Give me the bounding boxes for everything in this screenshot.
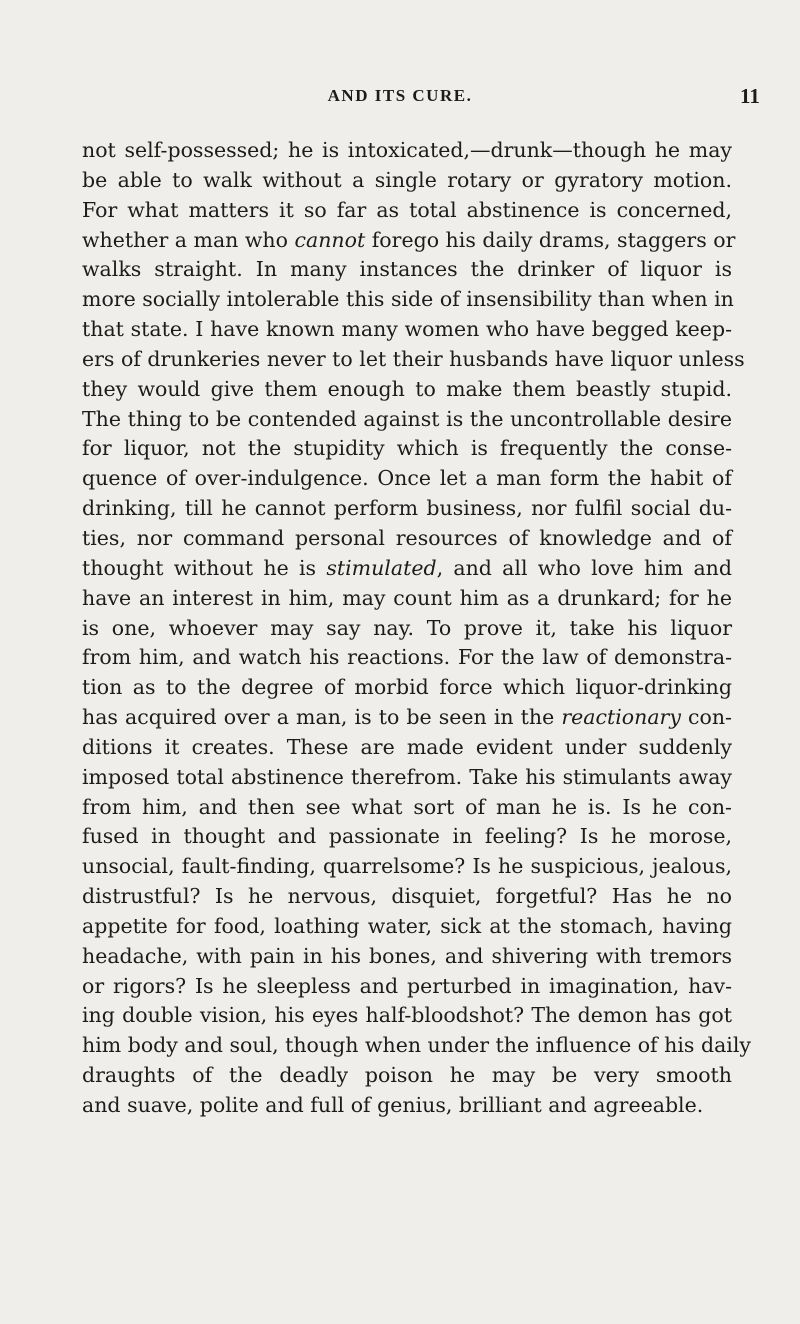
text-segment: con-: [680, 705, 732, 730]
text-line: For what matters it so far as total abstinence is concerned,: [82, 197, 732, 222]
text-line: more socially intolerable this side of insensibility than when in: [82, 287, 734, 312]
text-line: have an interest in him, may count him as a drunkard; for he: [82, 585, 732, 610]
text-line: [82, 703, 732, 733]
text-segment: forego his daily drams, staggers or: [365, 227, 736, 252]
text-line: ers of drunkeries never to let their husbands have liquor unless: [82, 346, 745, 371]
text-line: him body and soul, though when under the influence of his daily: [82, 1033, 751, 1058]
text-line: walks straight. In many instances the drinker of liquor is: [82, 257, 732, 282]
text-line: ditions it creates. These are made evident under suddenly: [82, 734, 732, 759]
text-line: from him, and watch his reactions. For the law of demonstra-: [82, 645, 732, 670]
text-line: draughts of the deadly poison he may be very smooth: [82, 1063, 732, 1088]
text-line: quence of over-indulgence. Once let a man form the habit of: [82, 466, 732, 491]
text-line: drinking, till he cannot perform business, nor fulfil social du-: [82, 496, 732, 521]
text-line: not self-possessed; he is intoxicated,—drunk—though he may: [82, 138, 732, 162]
body-text: [82, 136, 751, 1121]
text-segment: whether a man who: [82, 227, 295, 252]
text-line: they would give them enough to make them beastly stupid.: [82, 376, 732, 401]
text-line: ing double vision, his eyes half-bloodshot? The demon has got: [82, 1003, 732, 1028]
text-line: appetite for food, loathing water, sick at the stomach, having: [82, 913, 732, 938]
page-number: 11: [740, 84, 760, 108]
text-line: and suave, polite and full of genius, brilliant and agreeable.: [82, 1093, 704, 1117]
text-line: that state. I have known many women who have begged keep-: [82, 317, 732, 342]
text-line: tion as to the degree of morbid force which liquor-drinking: [82, 675, 732, 700]
text-line: [82, 226, 736, 256]
text-line: headache, with pain in his bones, and shivering with tremors: [82, 943, 732, 968]
text-segment: thought without he is: [82, 555, 327, 580]
text-line: The thing to be contended against is the uncontrollable desire: [82, 406, 732, 431]
text-line: be able to walk without a single rotary or gyratory motion.: [82, 167, 732, 192]
text-line: for liquor, not the stupidity which is frequently the conse-: [82, 436, 732, 461]
text-line: from him, and then see what sort of man he is. Is he con-: [82, 794, 732, 819]
text-segment: , and all who love him and: [436, 555, 732, 580]
text-line: imposed total abstinence therefrom. Take his stimulants away: [82, 764, 732, 789]
text-line: distrustful? Is he nervous, disquiet, forgetful? Has he no: [82, 884, 732, 909]
italic-word: cannot: [294, 227, 366, 252]
text-line: unsocial, fault-finding, quarrelsome? Is he suspicious, jealous,: [82, 854, 732, 879]
text-line: [82, 554, 732, 584]
text-line: ties, nor command personal resources of knowledge and of: [82, 525, 732, 550]
text-line: or rigors? Is he sleepless and perturbed in imagination, hav-: [82, 973, 732, 998]
page-header: [0, 86, 800, 116]
text-line: fused in thought and passionate in feeling? Is he morose,: [82, 824, 732, 849]
running-head: AND ITS CURE.: [327, 86, 473, 105]
italic-word: reactionary: [561, 705, 681, 730]
text-segment: has acquired over a man, is to be seen in the: [82, 705, 562, 730]
italic-word: stimulated: [326, 555, 437, 580]
text-line: is one, whoever may say nay. To prove it, take his liquor: [82, 615, 732, 640]
